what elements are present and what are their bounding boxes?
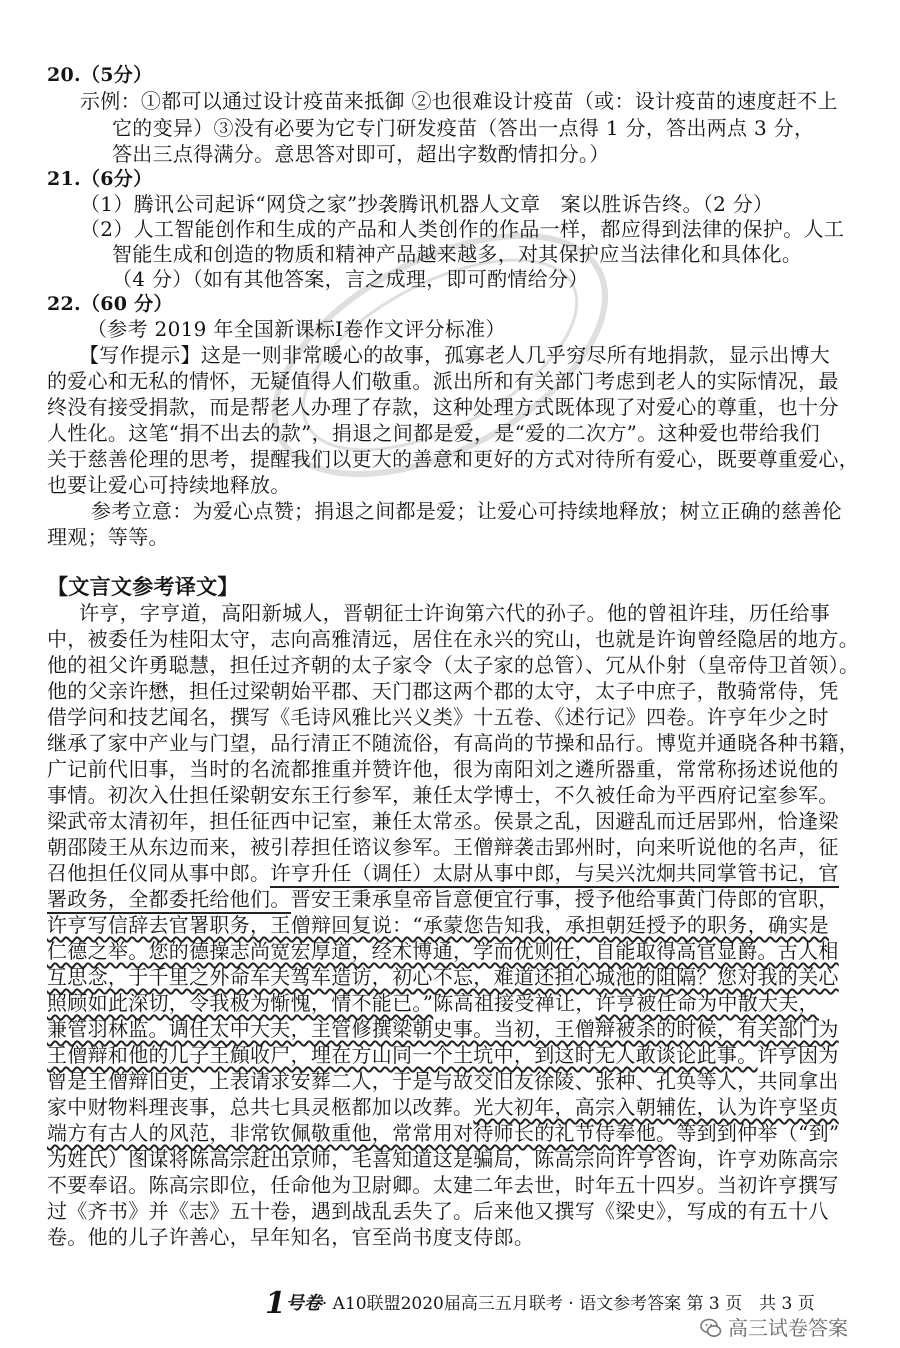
wavy-underlined-text: 许亨被任命为中散大夫， <box>595 991 819 1015</box>
translation-line-mixed <box>47 1042 839 1068</box>
q21-line-2: （2）人工智能创作和生成的产品和人类创作的作品一样，都应得到法律的保护。人工 <box>80 217 845 241</box>
translation-line: 朝邵陵王从东边而来，被引荐担任谘议参军。王僧辩袭击郢州时，向来听说他的名声，征 <box>47 835 839 859</box>
translation-line: 他的祖父许勇聪慧，担任过齐朝的太子家令（太子家的总管）、冗从仆射（皇帝侍卫首领）。 <box>47 653 860 677</box>
translation-line: 卷。他的儿子许善心，早年知名，官至尚书度支侍郎。 <box>47 1225 535 1249</box>
translation-line: 借学问和技艺闻名，撰写《毛诗风雅比兴义类》十五卷、《述行记》四卷。许亨年少之时 <box>47 705 829 729</box>
q20-line-2: 它的变异）③没有必要为它专门研发疫苗（答出一点得 1 分，答出两点 3 分， <box>112 116 815 140</box>
translation-line-underlined-1 <box>47 860 839 886</box>
wavy-underlined-text: 光大初年，高宗入朝辅佐，认为许亨坚贞 <box>473 1095 839 1119</box>
q21-heading: 21.（6分） <box>47 168 153 190</box>
underlined-key-sentence: 署政务，全都委托给他们。 <box>47 887 291 914</box>
wavy-underlined-text: 王僧辩和他的儿子王頠收尸，埋在方山同一个土坑中，到这时无人敢谈论此事。 <box>47 1043 758 1067</box>
wavy-underlined-text: 兼管羽林监。 <box>47 1017 169 1041</box>
translation-line-mixed <box>47 1094 839 1120</box>
wavy-underlined-text: 照顾如此深切，令我极为惭愧，情不能已。” <box>47 991 434 1015</box>
plain-text: 家中财物料理丧事，总共七具灵柩都加以改葬。 <box>47 1095 474 1119</box>
q22-line-6: 也要让爱心可持续地释放。 <box>47 473 291 497</box>
brand-watermark <box>700 1312 848 1341</box>
wechat-icon <box>700 1317 722 1339</box>
exam-logo-text: 号卷 <box>285 1293 322 1314</box>
translation-line: 他的父亲许懋，担任过梁朝始平郡、天门郡这两个郡的太守，太子中庶子，散骑常侍，凭 <box>47 679 839 703</box>
q22-reference: （参考 2019 年全国新课标Ⅰ卷作文评分标准） <box>87 317 506 341</box>
q22-line-8: 理观；等等。 <box>47 525 169 549</box>
translation-line-mixed <box>47 1120 839 1146</box>
q20-heading: 20.（5分） <box>47 64 153 86</box>
translation-line-mixed <box>47 1016 839 1042</box>
translation-line-underlined-2 <box>47 886 839 912</box>
wavy-underlined-text: 端方有古人的风范，非常钦佩敬重他，常常用对待师长的礼节侍奉他。 <box>47 1121 677 1145</box>
translation-line: 中，被委任为桂阳太守，志向高雅清远，居住在永兴的究山，也就是许询曾经隐居的地方。 <box>47 627 859 651</box>
exam-logo-mark: 1 <box>265 1286 286 1321</box>
q22-heading: 22.（60 分） <box>47 293 173 315</box>
q22-line-2: 的爱心和无私的情怀，无疑值得人们敬重。派出所和有关部门考虑到老人的实际情况，最 <box>47 369 839 393</box>
q20-line-1: 示例：①都可以通过设计疫苗来抵御 ②也很难设计疫苗（或：设计疫苗的速度赶不上 <box>80 89 838 113</box>
translation-wavy-line: 许亨写信辞去官署职务，王僧辩回复说：“承蒙您告知我，承担朝廷授予的职务，确实是 <box>47 913 829 937</box>
plain-text: 等到到仲举（“到” <box>676 1121 840 1145</box>
q21-line-4: （4 分）（如有其他答案，言之成理，即可酌情给分） <box>112 267 589 291</box>
q22-line-7: 参考立意：为爱心点赞；捐退之间都是爱；让爱心可持续地释放；树立正确的慈善伦 <box>91 499 843 523</box>
translation-line: 过《齐书》并《志》五十卷，遇到战乱丢失了。后来他又撰写《梁史》，写成的有五十八 <box>47 1199 829 1223</box>
translation-line: 继承了家中产业与门望，品行清正不随流俗，有高尚的节操和品行。博览并通晓各种书籍， <box>47 731 859 755</box>
brand-text: 高三试卷答案 <box>728 1316 848 1340</box>
plain-text: 许亨因为 <box>757 1043 839 1067</box>
translation-wavy-line: 互思念，于千里之外命车夫驾车造访，初心不忘，难道还担心城池的阻隔？您对我的关心 <box>47 965 839 989</box>
q22-line-5: 关于慈善伦理的思考，提醒我们以更大的善意和更好的方式对待所有爱心，既要尊重爱心， <box>47 447 859 471</box>
q21-line-3: 智能生成和创造的物质和精神产品越来越多，对其保护应当法律化和具体化。 <box>112 242 803 266</box>
translation-line: 为姓氏）图谋将陈高宗赶出京师，毛喜知道这是骗局，陈高宗向许亨咨询，许亨劝陈高宗 <box>47 1147 839 1171</box>
translation-line: 事情。初次入仕担任梁朝安东王行参军，兼任太学博士，不久被任命为平西府记室参军。 <box>47 783 839 807</box>
translation-line: 梁武帝太清初年，担任征西中记室，兼任太常丞。侯景之乱，因避乱而迁居郢州，恰逢梁 <box>47 809 839 833</box>
q20-line-3: 答出三点得满分。意思答对即可，超出字数酌情扣分。） <box>112 142 610 166</box>
wavy-underlined-text: 调任太中大夫，主管修撰梁朝史事。当初，王僧辩被杀的时候，有关部门为 <box>168 1017 839 1041</box>
underlined-key-sentence: 许亨升任（调任）太尉从事中郎，与吴兴沈炯共同掌管书记，官 <box>270 861 838 888</box>
translation-line: 曾是王僧辩旧吏，上表请求安葬二人，于是与故交旧友徐陵、张种、孔奂等人，共同拿出 <box>47 1069 839 1093</box>
translation-line: 广记前代旧事，当时的名流都推重并赞许他，很为南阳刘之遴所器重，常常称扬述说他的 <box>47 757 839 781</box>
q22-line-3: 终没有接受捐款，而是帮老人办理了存款，这种处理方式既体现了对爱心的尊重，也十分 <box>47 395 839 419</box>
plain-text: 晋安王秉承皇帝旨意便宜行事，授予他给事黄门侍郎的官职， <box>290 887 839 911</box>
translation-wavy-line: 仁德之举。您的德操志尚宽宏厚道，经术博通，学而优则仕，自能取得高官显爵。古人相 <box>47 939 839 963</box>
translation-line: 不要奉诏。陈高宗即位，任命他为卫尉卿。太建二年去世，时年五十四岁。当初许亨撰写 <box>47 1173 839 1197</box>
footer-text: · A10联盟2020届高三五月联考 · 语文参考答案 第 3 页 共 3 页 <box>321 1294 815 1314</box>
q22-line-4: 人性化。这笔“捐不出去的款”，捐退之间都是爱，是“爱的二次方”。这种爱也带给我们 <box>47 421 820 445</box>
translation-line-mixed <box>47 990 819 1016</box>
translation-title: 【文言文参考译文】 <box>47 574 239 599</box>
q22-line-1: 【写作提示】这是一则非常暖心的故事，孤寡老人几乎穷尽所有地捐款，显示出博大 <box>79 343 831 367</box>
plain-text: 召他担任仪同从事中郎。 <box>47 861 271 885</box>
plain-text: 陈高祖接受禅让， <box>433 991 596 1015</box>
q21-line-1: （1）腾讯公司起诉“网贷之家”抄袭腾讯机器人文章 案以胜诉告终。（2 分） <box>80 192 774 216</box>
translation-line: 许亨，字亨道，高阳新城人，晋朝征士许询第六代的孙子。他的曾祖许珪，历任给事 <box>79 601 831 625</box>
